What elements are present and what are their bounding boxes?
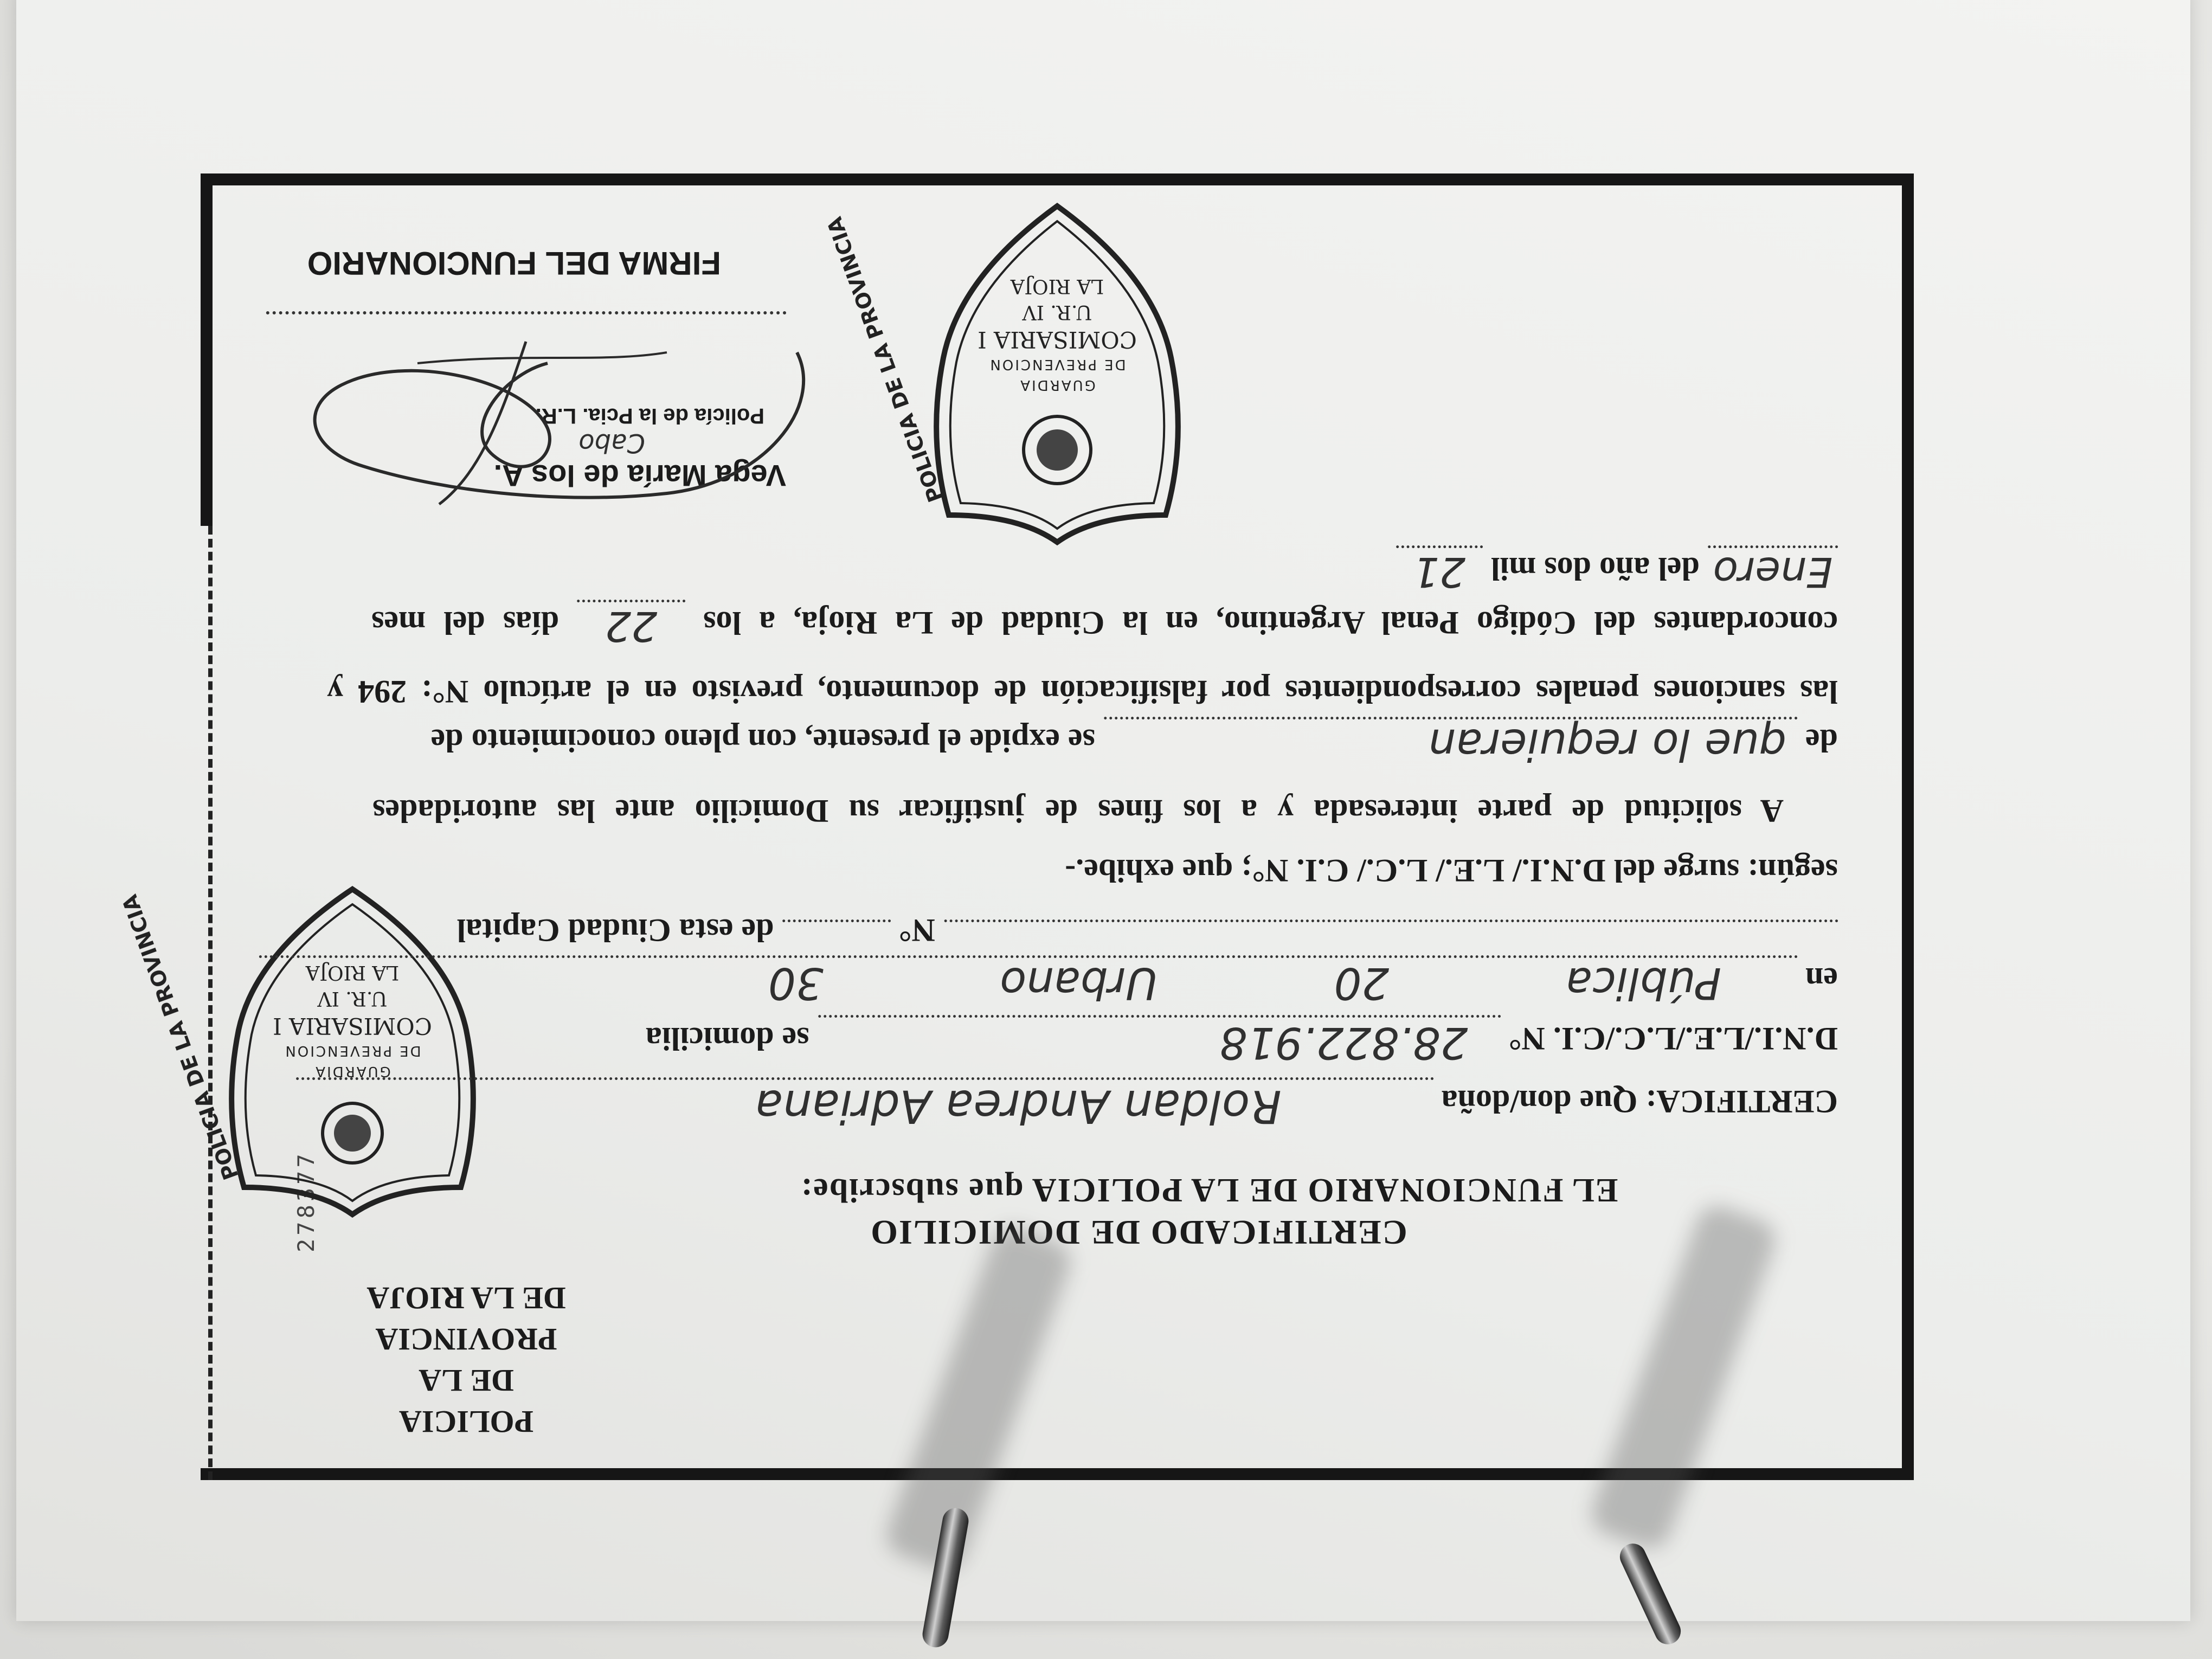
stamp2-line-3: COMISARIA I <box>978 326 1137 353</box>
stamp2-line-5: LA RIOJA <box>1010 275 1104 297</box>
stamp-line-4: U.R. IV <box>317 987 388 1009</box>
requieran-value: que lo requieran <box>1103 717 1797 770</box>
month-value: Enero <box>1708 545 1838 596</box>
stamp2-line-2: DE PREVENCION <box>988 356 1126 372</box>
line-fecha <box>1396 545 1838 596</box>
handwritten-signature <box>287 320 829 515</box>
stamp-arc-text: POLICIA DE LA PROVINCIA <box>117 891 243 1183</box>
stamp2-line-1: GUARDIA <box>1019 377 1096 393</box>
line-concordantes <box>371 600 1838 651</box>
frame-right-edge <box>201 173 213 526</box>
perforation-line <box>201 526 213 1480</box>
footer-signature-label: FIRMA DEL FUNCIONARIO <box>307 245 721 281</box>
certificate-title: CERTIFICADO DE DOMICILIO <box>870 1213 1407 1252</box>
dni-prefix: D.N.I./L.E./L.C./C.I. N° <box>1508 1021 1838 1057</box>
signatory-name: Vega María de los A. <box>493 459 786 493</box>
certifica-prefix: CERTIFICA: Que don/doña <box>1441 1084 1838 1120</box>
stamp2-line-4: U.R. IV <box>1022 301 1092 323</box>
line-dni <box>646 1015 1838 1068</box>
holder-name: Roldan Andrea Adriana <box>295 1077 1433 1133</box>
concordantes-prefix: concordantes del Código Penal Argentino, en la Ciudad de La Rioja, a los <box>703 605 1838 641</box>
stamp-line-3: COMISARIA I <box>273 1013 432 1039</box>
stamp-line-1: GUARDIA <box>314 1063 391 1079</box>
paper-sheet <box>16 0 2190 1621</box>
signatory-rank: Cabo <box>578 428 645 458</box>
fecha-mid: del año dos mil <box>1490 551 1700 587</box>
number-dots-right <box>782 919 891 922</box>
police-stamp-top <box>117 878 493 1225</box>
stamp2-arc-text: POLICIA DE LA PROVINCIA <box>822 214 948 505</box>
binder-ring-right <box>1616 1539 1685 1649</box>
stamp-line-2: DE PREVENCION <box>284 1043 421 1059</box>
institution-line-2: DE LA PROVINCIA <box>375 1322 557 1398</box>
line-sanciones: las sanciones penales correspondientes por falsificación de documento, previsto en el artículo N°: 294 y <box>327 674 1838 710</box>
line-requieran <box>431 717 1838 770</box>
line-segun: según: surge del D.N.I./ L.E./ L.C./ C.I. N°; que exhibe.- <box>1065 853 1838 889</box>
dni-suffix: se domicilia <box>645 1021 809 1057</box>
number-label: N° <box>898 912 935 948</box>
stamp-line-5: LA RIOJA <box>305 961 400 983</box>
line-address <box>258 955 1838 1008</box>
line-solicitud: A solicitud de parte interesada y a los fines de justificar su Domicilio ante las autoridades <box>372 793 1784 829</box>
line-certifica <box>295 1077 1838 1133</box>
requieran-prefix: de <box>1805 723 1838 758</box>
signature-line <box>266 311 786 314</box>
address-prefix: en <box>1805 961 1838 997</box>
line-number <box>457 911 1838 949</box>
certificate-subtitle: EL FUNCIONARIO DE LA POLICIA que subscribe: <box>800 1172 1618 1208</box>
institution-line-3: DE LA RIOJA <box>366 1281 566 1316</box>
signatory-institution: Policía de la Pcia. L.R. <box>535 404 764 428</box>
institution-header <box>342 1277 591 1442</box>
year-value: 21 <box>1396 545 1483 596</box>
address-value: Pública 20 Urbano 30 <box>258 955 1797 1008</box>
number-suffix: de esta Ciudad Capital <box>456 912 774 948</box>
institution-line-1: POLICIA <box>398 1404 534 1439</box>
dni-number: 28.822.918 <box>818 1015 1501 1068</box>
police-stamp-bottom <box>822 195 1198 553</box>
requieran-suffix: se expide el presente, con pleno conocimiento de <box>430 723 1095 758</box>
concordantes-suffix: días del mes <box>371 605 560 641</box>
day-value: 22 <box>577 600 685 651</box>
number-dots-left <box>943 919 1838 922</box>
serial-number: 278377 <box>293 1150 319 1252</box>
